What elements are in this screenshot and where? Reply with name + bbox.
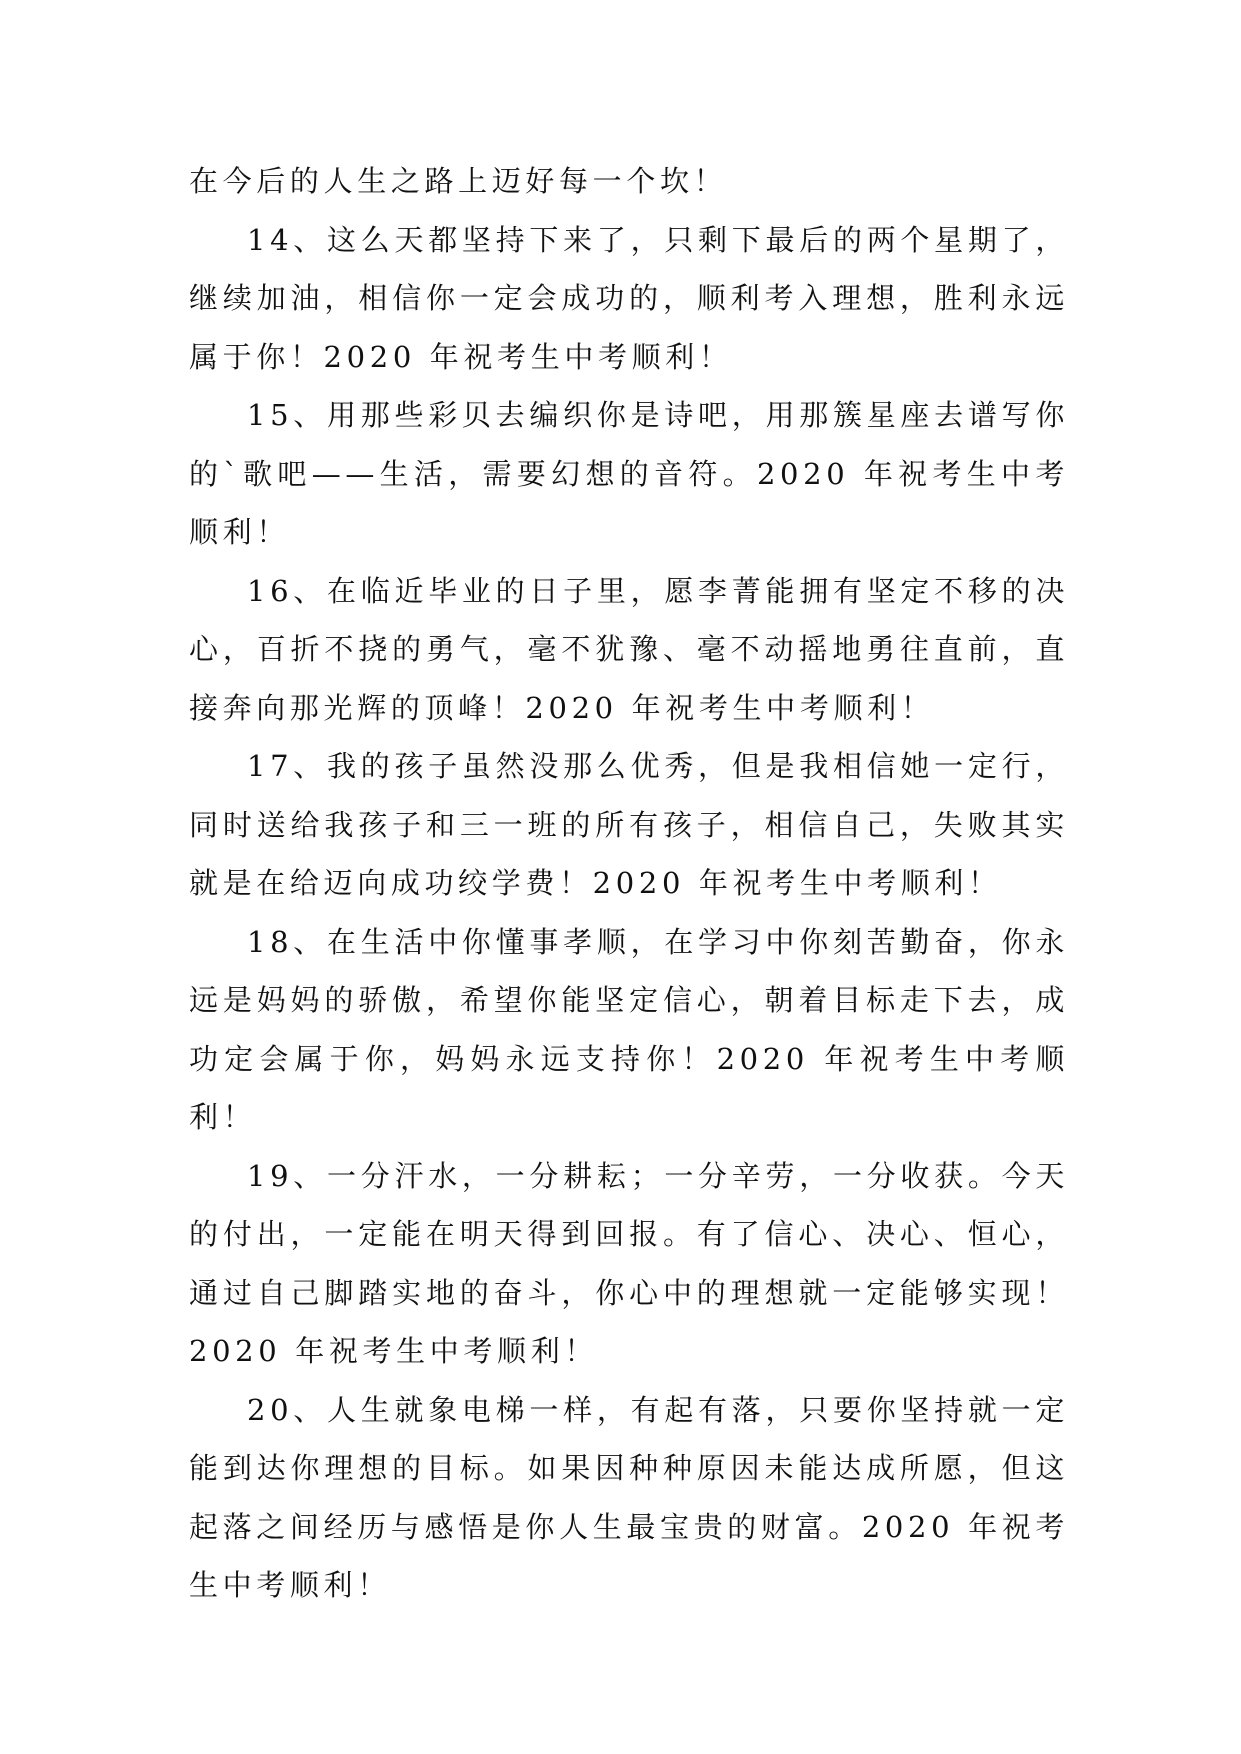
paragraph-19: 19、一分汗水，一分耕耘；一分辛劳，一分收获。今天的付出，一定能在明天得到回报。有了信心、决心、恒心，通过自己脚踏实地的奋斗，你心中的理想就一定能够实现！2020 年祝考生中考顺利！: [189, 1158, 1069, 1368]
paragraph-15: 15、用那些彩贝去编织你是诗吧，用那簇星座去谱写你的`歌吧——生活，需要幻想的音符。2020 年祝考生中考顺利！: [189, 398, 1069, 549]
paragraph-16: 16、在临近毕业的日子里，愿李菁能拥有坚定不移的决心，百折不挠的勇气，毫不犹豫、毫不动摇地勇往直前，直接奔向那光辉的顶峰！2020 年祝考生中考顺利！: [189, 573, 1069, 725]
paragraph-continuation: 在今后的人生之路上迈好每一个坎！: [189, 164, 728, 198]
paragraph-20: 20、人生就象电梯一样，有起有落，只要你坚持就一定能到达你理想的目标。如果因种种原因未能达成所愿，但这起落之间经历与感悟是你人生最宝贵的财富。2020 年祝考生中考顺利！: [189, 1392, 1069, 1602]
paragraph-17: 17、我的孩子虽然没那么优秀，但是我相信她一定行，同时送给我孩子和三一班的所有孩子，相信自己，失败其实就是在给迈向成功绞学费！2020 年祝考生中考顺利！: [189, 749, 1069, 900]
paragraph-14: 14、这么天都坚持下来了，只剩下最后的两个星期了，继续加油，相信你一定会成功的，顺利考入理想，胜利永远属于你！2020 年祝考生中考顺利！: [189, 222, 1069, 374]
paragraph-18: 18、在生活中你懂事孝顺，在学习中你刻苦勤奋，你永远是妈妈的骄傲，希望你能坚定信心，朝着目标走下去，成功定会属于你，妈妈永远支持你！2020 年祝考生中考顺利！: [189, 924, 1069, 1134]
document-body: [189, 152, 1069, 1615]
